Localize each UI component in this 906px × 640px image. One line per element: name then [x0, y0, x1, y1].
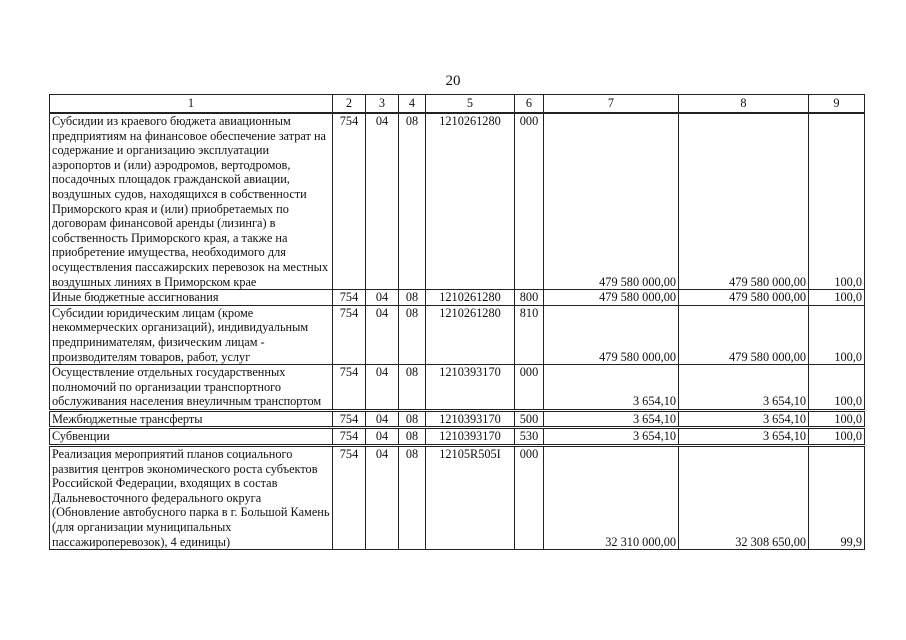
table-row: [50, 365, 865, 411]
column-header: 3: [366, 95, 399, 114]
execution-percent: 99,9: [809, 446, 865, 550]
subsection-code: 08: [399, 365, 426, 411]
column-header: 8: [679, 95, 809, 114]
expense-type-code: 810: [515, 305, 544, 364]
column-header: 4: [399, 95, 426, 114]
subsection-code: 08: [399, 113, 426, 290]
plan-amount: 479 580 000,00: [544, 290, 679, 306]
subsection-code: 08: [399, 446, 426, 550]
target-article-code: 1210393170: [426, 365, 515, 411]
plan-amount: 479 580 000,00: [544, 113, 679, 290]
expense-type-code: 800: [515, 290, 544, 306]
grbs-code: 754: [333, 290, 366, 306]
section-code: 04: [366, 365, 399, 411]
grbs-code: 754: [333, 365, 366, 411]
subsection-code: 08: [399, 290, 426, 306]
table-row: [50, 446, 865, 550]
expense-type-code: 000: [515, 446, 544, 550]
plan-amount: 479 580 000,00: [544, 305, 679, 364]
table-row: [50, 290, 865, 306]
fact-amount: 479 580 000,00: [679, 113, 809, 290]
section-code: 04: [366, 446, 399, 550]
fact-amount: 3 654,10: [679, 410, 809, 428]
target-article-code: 1210393170: [426, 410, 515, 428]
section-code: 04: [366, 428, 399, 446]
column-header: 7: [544, 95, 679, 114]
plan-amount: 3 654,10: [544, 410, 679, 428]
target-article-code: 1210261280: [426, 305, 515, 364]
grbs-code: 754: [333, 410, 366, 428]
execution-percent: 100,0: [809, 410, 865, 428]
expense-type-code: 000: [515, 113, 544, 290]
target-article-code: 12105R505I: [426, 446, 515, 550]
fact-amount: 3 654,10: [679, 365, 809, 411]
row-name: Субсидии юридическим лицам (кроме некоммерческих организаций), индивидуальным предпринимателям, физическим лицам - производителям товаров, работ, услуг: [50, 305, 333, 364]
table-row: [50, 305, 865, 364]
grbs-code: 754: [333, 428, 366, 446]
table-row: [50, 113, 865, 290]
fact-amount: 479 580 000,00: [679, 305, 809, 364]
section-code: 04: [366, 305, 399, 364]
subsection-code: 08: [399, 428, 426, 446]
section-code: 04: [366, 113, 399, 290]
row-name: Иные бюджетные ассигнования: [50, 290, 333, 306]
column-header: 1: [50, 95, 333, 114]
row-name: Осуществление отдельных государственных полномочий по организации транспортного обслуживания населения внеуличным транспортом: [50, 365, 333, 411]
execution-percent: 100,0: [809, 290, 865, 306]
row-name: Субсидии из краевого бюджета авиационным предприятиям на финансовое обеспечение затрат на содержание и организацию эксплуатации аэропортов и (или) аэродромов, вертодромов, посадочных площадок гражданской авиации, воздушных судов, находящихся в собственности Приморского края и (или) приобретаемых по договорам финансовой аренды (лизинга) в собственность Приморского края, а также на приобретение имущества, необходимого для осуществления пассажирских перевозок на местных воздушных линиях в Приморском крае: [50, 113, 333, 290]
fact-amount: 479 580 000,00: [679, 290, 809, 306]
execution-percent: 100,0: [809, 305, 865, 364]
execution-percent: 100,0: [809, 365, 865, 411]
subsection-code: 08: [399, 410, 426, 428]
budget-table: [49, 94, 865, 550]
table-row: [50, 410, 865, 428]
row-name: Межбюджетные трансферты: [50, 410, 333, 428]
plan-amount: 3 654,10: [544, 428, 679, 446]
plan-amount: 32 310 000,00: [544, 446, 679, 550]
execution-percent: 100,0: [809, 428, 865, 446]
expense-type-code: 530: [515, 428, 544, 446]
header-row: [50, 95, 865, 114]
grbs-code: 754: [333, 305, 366, 364]
column-header: 2: [333, 95, 366, 114]
target-article-code: 1210261280: [426, 290, 515, 306]
target-article-code: 1210393170: [426, 428, 515, 446]
column-header: 6: [515, 95, 544, 114]
fact-amount: 3 654,10: [679, 428, 809, 446]
fact-amount: 32 308 650,00: [679, 446, 809, 550]
column-header: 5: [426, 95, 515, 114]
section-code: 04: [366, 410, 399, 428]
row-name: Субвенции: [50, 428, 333, 446]
expense-type-code: 000: [515, 365, 544, 411]
execution-percent: 100,0: [809, 113, 865, 290]
table-row: [50, 428, 865, 446]
row-name: Реализация мероприятий планов социального развития центров экономического роста субъектов Российской Федерации, входящих в состав Дальневосточного федерального округа (Обновление автобусного парка в г. Большой Камень (для организации муниципальных пассажироперевозок), 4 единицы): [50, 446, 333, 550]
grbs-code: 754: [333, 446, 366, 550]
subsection-code: 08: [399, 305, 426, 364]
plan-amount: 3 654,10: [544, 365, 679, 411]
target-article-code: 1210261280: [426, 113, 515, 290]
section-code: 04: [366, 290, 399, 306]
expense-type-code: 500: [515, 410, 544, 428]
column-header: 9: [809, 95, 865, 114]
page-number: 20: [445, 73, 461, 89]
grbs-code: 754: [333, 113, 366, 290]
